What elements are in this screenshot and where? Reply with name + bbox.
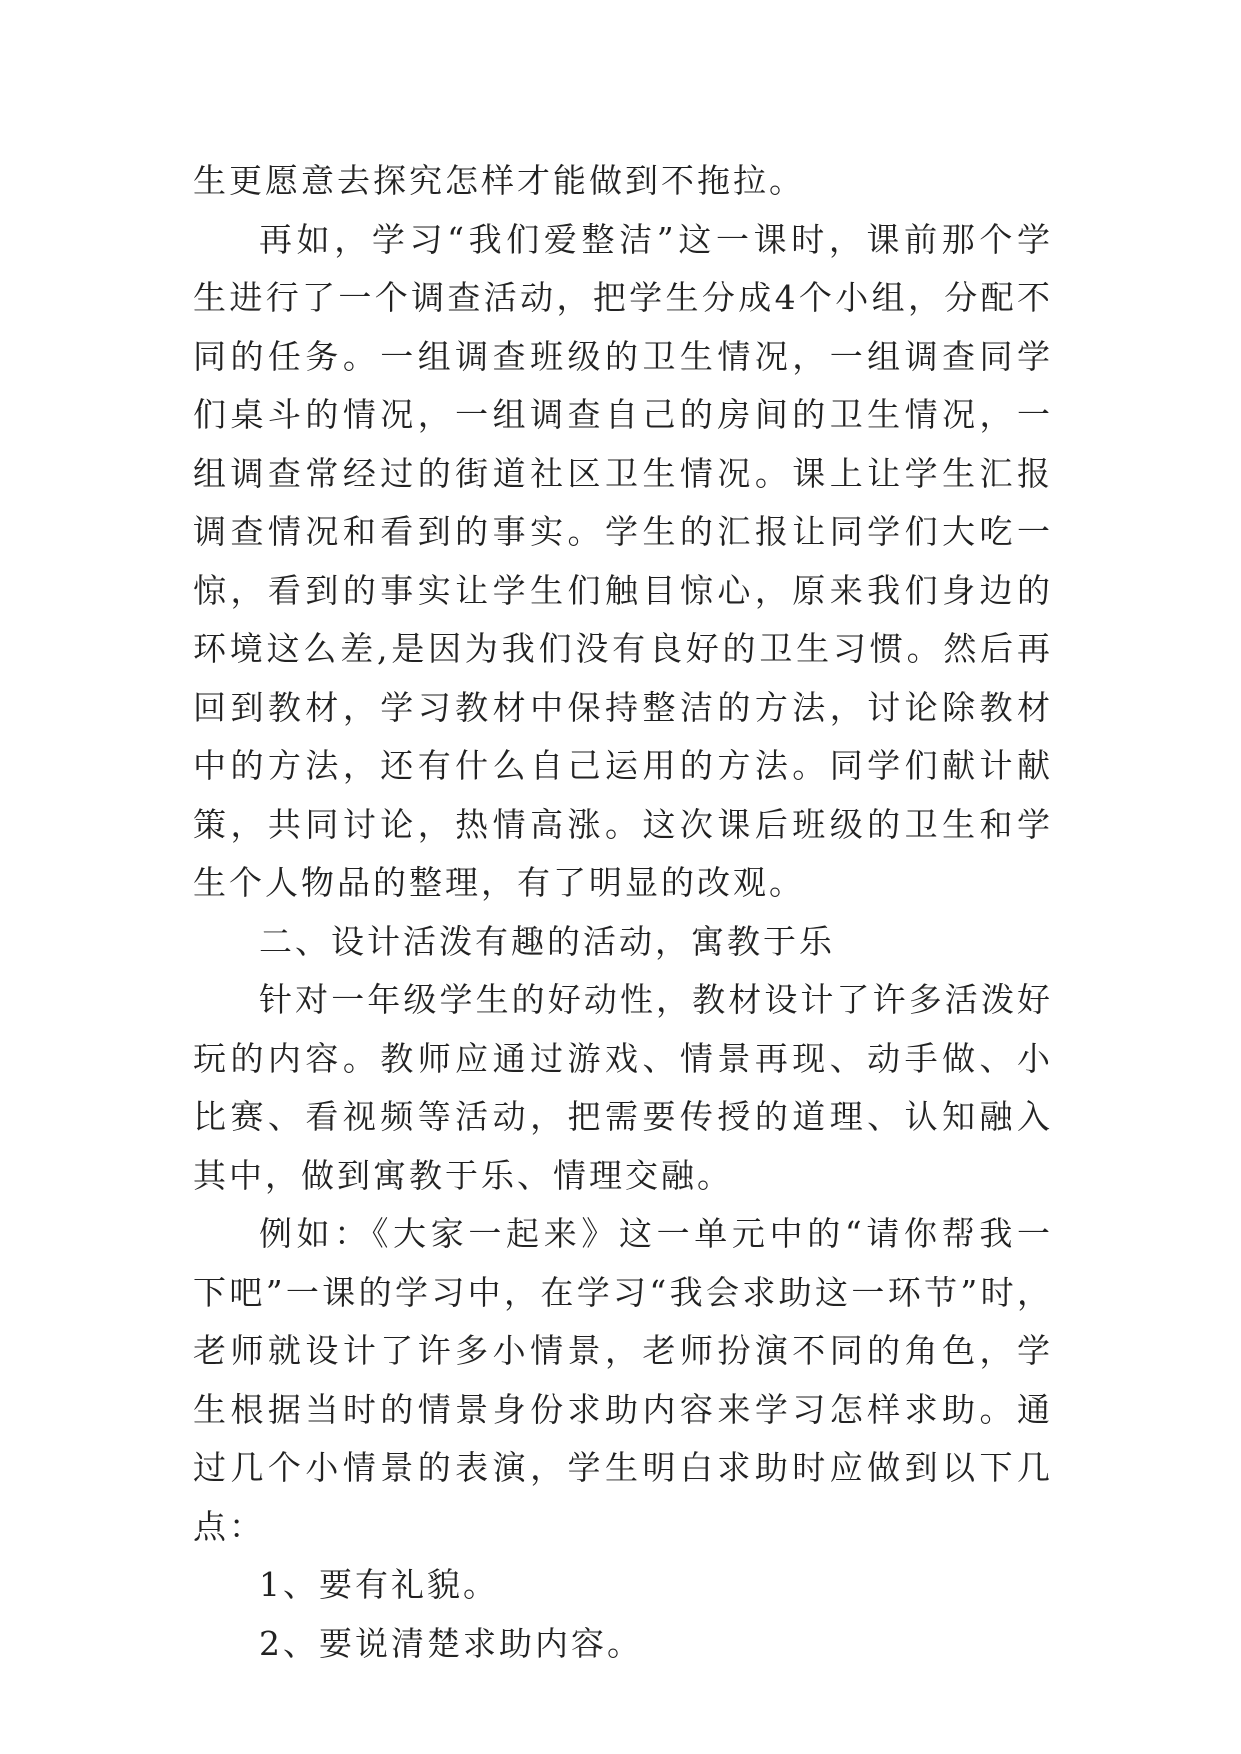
list-item-2: 2、要说清楚求助内容。 <box>259 1623 643 1663</box>
list-item-1: 1、要有礼貌。 <box>259 1565 499 1604</box>
paragraph-1: 生更愿意去探究怎样才能做到不拖拉。 <box>193 161 805 200</box>
paragraph-2: 再如，学习“我们爱整洁”这一课时，课前那个学生进行了一个调查活动，把学生分成4个小组，分配不同的任务。一组调查班级的卫生情况，一组调查同学们桌斗的情况，一组调查自己的房间的卫生情况，一组调查常经过的街道社区卫生情况。课上让学生汇报调查情况和看到的事实。学生的汇报让同学们大吃一惊，看到的事实让学生们触目惊心，原来我们身边的环境这么差,是因为我们没有良好的卫生习惯。然后再回到教材，学习教材中保持整洁的方法，讨论除教材中的方法，还有什么自己运用的方法。同学们献计献策，共同讨论，热情高涨。这次课后班级的卫生和学生个人物品的整理，有了明显的改观。 <box>193 219 1053 902</box>
paragraph-4: 例如：《大家一起来》这一单元中的“请你帮我一下吧”一课的学习中，在学习“我会求助这一环节”时，老师就设计了许多小情景，老师扮演不同的角色，学生根据当时的情景身份求助内容来学习怎样求助。通过几个小情景的表演，学生明白求助时应做到以下几点： <box>193 1214 1053 1546</box>
section-heading-2: 二、设计活泼有趣的活动，寓教于乐 <box>259 921 835 961</box>
paragraph-3: 针对一年级学生的好动性，教材设计了许多活泼好玩的内容。教师应通过游戏、情景再现、动手做、小比赛、看视频等活动，把需要传授的道理、认知融入其中，做到寓教于乐、情理交融。 <box>193 980 1053 1195</box>
document-body <box>193 152 1053 1673</box>
